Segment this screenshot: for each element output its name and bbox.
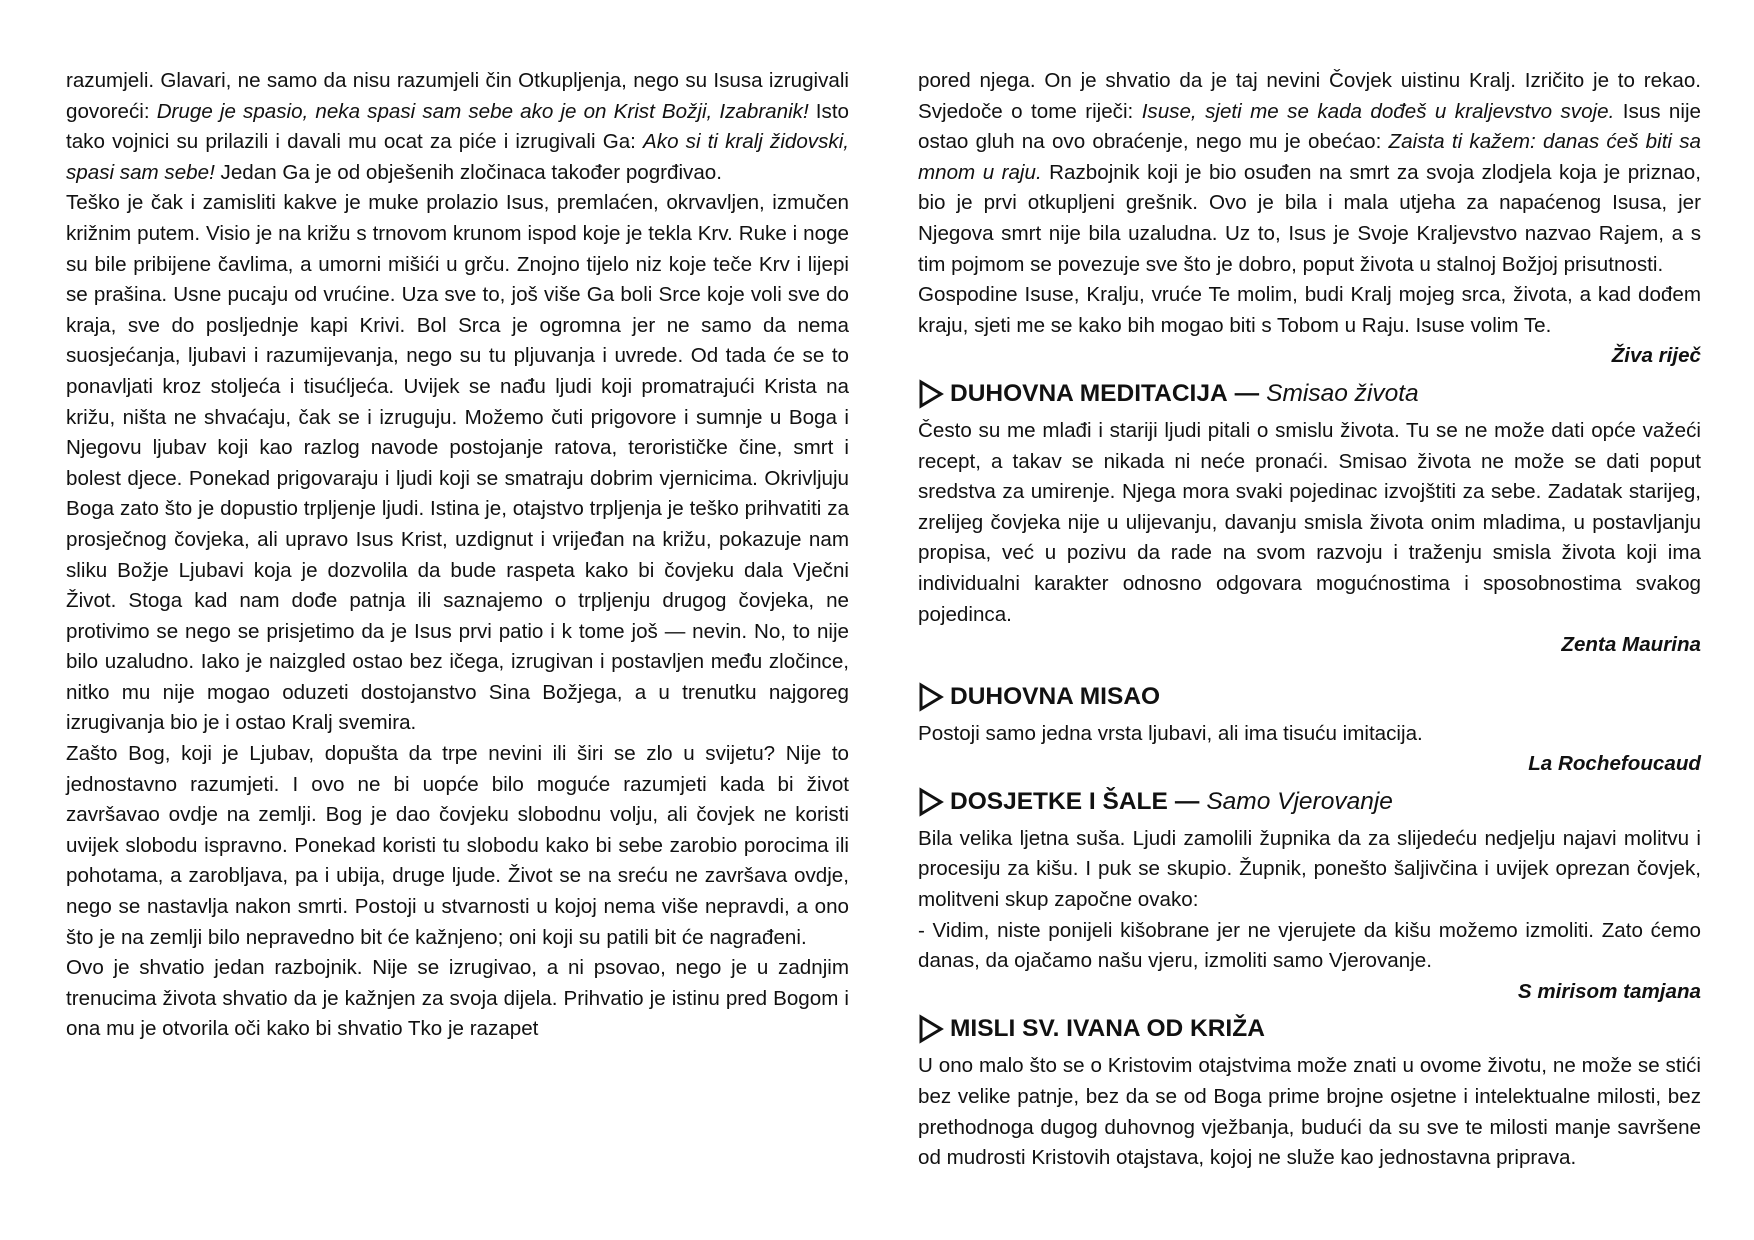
- right-column: [918, 66, 1701, 1174]
- section-text: Često su me mlađi i stariji ljudi pitali o smislu života. Tu se ne može dati opće važeći recept, a takav se nikada ni neće pronaći. Smisao života ne može se dati poput sredstva za umirenje. Njega mora svaki pojedinac izvojštiti za sebe. Zadatak starijeg, zrelijeg čovjeka nije u ulijevanju, davanju smisla života onim mladima, u postavljanju propisa, već u pozivu da rade na svom razvoju i traženju smisla života koji ima individualni karakter odnosno odgovara mogućnostima i sposobnostima svakog pojedinca.: [918, 418, 1701, 626]
- paragraph: Zašto Bog, koji je Ljubav, dopušta da trpe nevini ili širi se zlo u svijetu? Nije to jednostavno razumjeti. I ovo ne bi uopće bilo moguće razumjeti kada bi život završavao ovdje na zemlji. Bog je dao čovjeku slobodnu volju, ali čovjek ne koristi uvijek slobodu ispravno. Ponekad koristi tu slobodu kako bi sebe zarobio porocima ili pohotama, a zarobljava, pa i ubija, druge ljude. Život se na sreću ne završava ovdje, nego se nastavlja nakon smrti. Postoji u stvarnosti u kojoj nema više nepravdi, a ono što je na zemlji bilo nepravedno bit će kažnjeno; oni koji su patili bit će nagrađeni.: [66, 742, 849, 949]
- paragraph: Gospodine Isuse, Kralju, vruće Te molim, budi Kralj mojeg srca, života, a kad dođem kraju, sjeti me se kako bih mogao biti s Tobom u Raju. Isuse volim Te.: [918, 283, 1701, 337]
- source-attribution: Živa riječ: [1611, 344, 1701, 368]
- triangle-bullet-icon: [918, 379, 944, 409]
- quote: Isuse, sjeti me se kada dođeš u kraljevstvo svoje.: [1141, 99, 1615, 123]
- triangle-bullet-icon: [918, 787, 944, 817]
- paragraph: Ovo je shvatio jedan razbojnik. Nije se izrugivao, a ni psovao, nego je u zadnjim trenucima života shvatio da je kažnjen za svoja dijela. Prihvatio je istinu pred Bogom i ona mu je otvorila oči kako bi shvatio Tko je razapet: [66, 956, 849, 1041]
- quote: Zaista ti kažem: danas ćeš biti sa mnom u raju.: [918, 130, 1701, 184]
- quote: Druge je spasio, neka spasi sam sebe ako je on Krist Božji, Izabranik!: [156, 99, 809, 123]
- section-heading-ivan-od-kriza: MISLI SV. IVANA OD KRIŽA: [918, 1011, 1701, 1047]
- left-column: [66, 66, 849, 1045]
- section-text: - Vidim, niste ponijeli kišobrane jer ne vjerujete da kišu možemo izmoliti. Zato ćemo danas, da ojačamo našu vjeru, izmoliti samo Vjerovanje.: [918, 918, 1701, 973]
- section-heading-misao: DUHOVNA MISAO: [918, 679, 1701, 715]
- section-text: Postoji samo jedna vrsta ljubavi, ali ima tisuću imitacija.: [918, 721, 1423, 745]
- source-attribution: S mirisom tamjana: [1517, 979, 1701, 1003]
- quote: Ako si ti kralj židovski, spasi sam sebe!: [66, 130, 849, 184]
- source-attribution: La Rochefoucaud: [1528, 752, 1701, 776]
- triangle-bullet-icon: [918, 682, 944, 712]
- section-heading-meditacija: DUHOVNA MEDITACIJA — Smisao života: [918, 376, 1701, 412]
- section-text: Bila velika ljetna suša. Ljudi zamolili župnika da za slijedeću nedjelju najavi molitvu i procesiju za kišu. I puk se skupio. Župnik, ponešto šaljivčina i uvijek oprezan čovjek, molitveni skup započne ovako:: [918, 826, 1701, 912]
- source-attribution: Zenta Maurina: [1561, 633, 1701, 657]
- paragraph: Teško je čak i zamisliti kakve je muke prolazio Isus, premlaćen, okrvavljen, izmučen križnim putem. Visio je na križu s trnovom krunom ispod koje je tekla Krv. Ruke i noge su bile pribijene čavlima, a umorni mišići u grču. Znojno tijelo niz koje teče Krv i lijepi se prašina. Usne pucaju od vrućine. Uza sve to, još više Ga boli Srce koje voli sve do kraja, sve do posljednje kapi Krivi. Bol Srca je ogromna jer ne samo da nema suosjećanja, ljubavi i razumijevanja, nego su tu pljuvanja i uvrede. Od tada će se to ponavljati kroz stoljeća i tisućljeća. Uvijek se nađu ljudi koji promatrajući Krista na križu, ništa ne shvaćaju, čak se i izruguju. Možemo čuti prigovore i sumnje u Boga i Njegovu ljubav koji kao razlog navode postojanje ratova, terorističke čine, smrt i bolest djece. Ponekad prigovaraju i ljudi koji se smatraju dobrim vjernicima. Okrivljuju Boga zato što je dopustio trpljenje ljudi. Istina je, otajstvo trpljenja je teško prihvatiti za prosječnog čovjeka, ali upravo Isus Krist, uzdignut i vrijeđan na križu, pokazuje nam sliku Božje Ljubavi koja je dozvolila da bude raspeta kako bi čovjeku dala Vječni Život. Stoga kad nam dođe patnja ili saznajemo o trpljenju drugog čovjeka, ne protivimo se nego se prisjetimo da je Isus prvi patio i k tome još — nevin. No, to nije bilo uzaludno. Iako je naizgled ostao bez ičega, izrugivan i postavljen među zločince, nitko mu nije mogao oduzeti dostojanstvo Sina Božjega, a u trenutku najgoreg izrugivanja bio je i ostao Kralj svemira.: [66, 191, 849, 735]
- triangle-bullet-icon: [918, 1014, 944, 1044]
- paragraph: pored njega. On je shvatio da je taj nevini Čovjek uistinu Kralj. Izričito je to rekao. Svjedoče o tome riječi: Isuse, sjeti me se kada dođeš u kraljevstvo svoje. Isus nije ostao gluh na ovo obraćenje, nego mu je obećao: Zaista ti kažem: danas ćeš biti sa mnom u raju. Razbojnik koji je bio osuđen na smrt za svoja zlodjela koja je priznao, bio je prvi otkupljeni grešnik. Ovo je bila i mala utjeha za napaćenog Isusa, jer Njegova smrt nije bila uzaludna. Uz to, Isus je Svoje Kraljevstvo nazvao Rajem, a s tim pojmom se povezuje sve što je dobro, poput života u stalnoj Božjoj prisutnosti.: [918, 69, 1701, 276]
- paragraph: razumjeli. Glavari, ne samo da nisu razumjeli čin Otkupljenja, nego su Isusa izrugivali govoreći: Druge je spasio, neka spasi sam sebe ako je on Krist Božji, Izabranik! Isto tako vojnici su prilazili i davali mu ocat za piće i izrugivali Ga: Ako si ti kralj židovski, spasi sam sebe! Jedan Ga je od obješenih zločinaca također pogrđivao.: [66, 69, 849, 184]
- section-text: U ono malo što se o Kristovim otajstvima može znati u ovome životu, ne može se stići bez velike patnje, bez da se od Boga prime brojne osjetne i intelektualne milosti, bez prethodnoga dugog duhovnog vježbanja, budući da su sve te milosti manje savršene od mudrosti Kristovih otajstava, kojoj ne služe kao jednostavna priprava.: [918, 1054, 1701, 1170]
- section-heading-dosjetke: DOSJETKE I ŠALE — Samo Vjerovanje: [918, 784, 1701, 820]
